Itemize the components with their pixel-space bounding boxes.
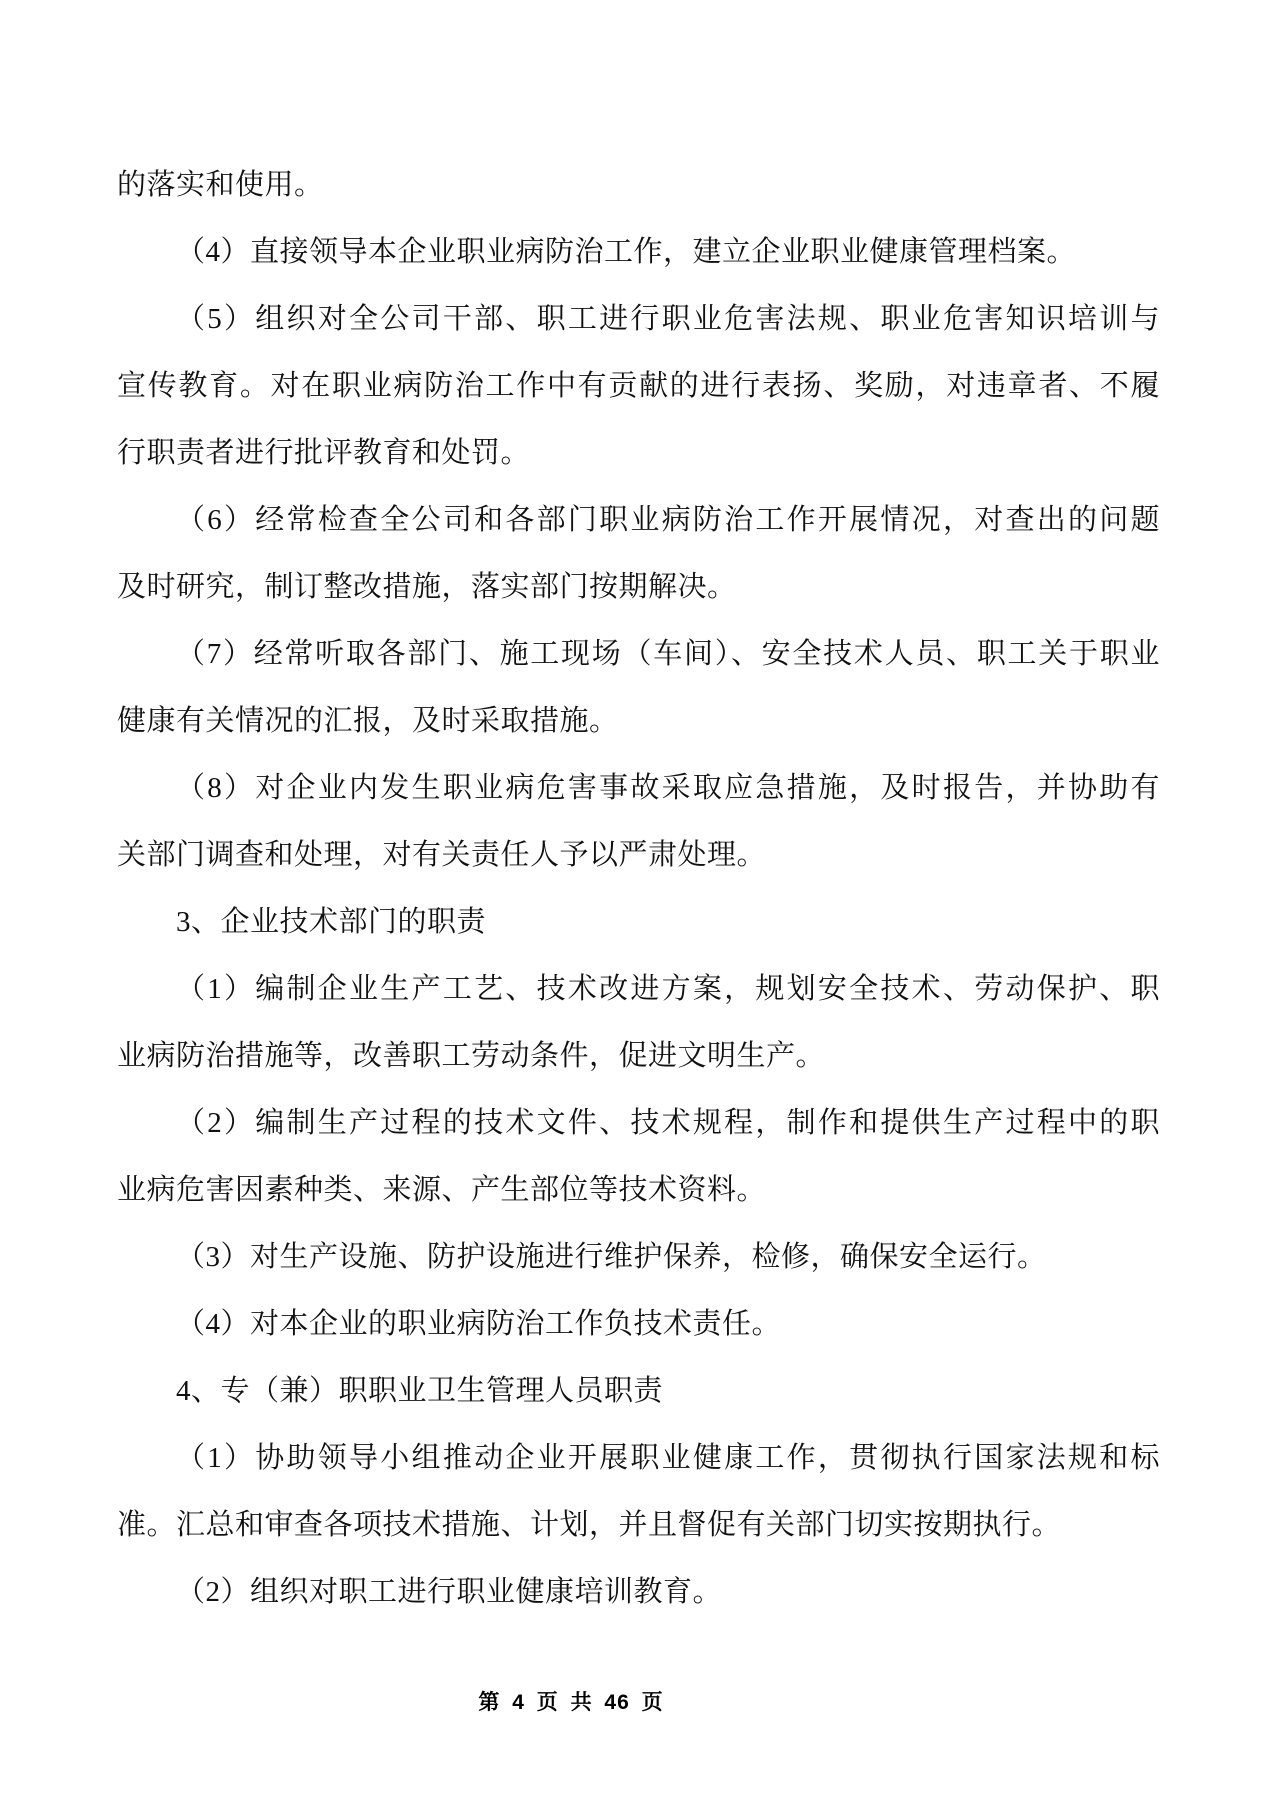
paragraph-8-line-2: 业病防治措施等，改善职工劳动条件，促进文明生产。 [117, 1040, 826, 1072]
paragraph-7-line-1: 3、企业技术部门的职责 [176, 906, 487, 938]
paragraph-9-line-1: （2）编制生产过程的技术文件、技术规程，制作和提供生产过程中的职 [176, 1107, 1160, 1139]
paragraph-6-line-1: （8）对企业内发生职业病危害事故采取应急措施，及时报告，并协助有 [176, 772, 1160, 804]
paragraph-13-line-2: 准。汇总和审查各项技术措施、计划，并且督促有关部门切实按期执行。 [117, 1509, 1062, 1541]
paragraph-3-line-2: 宣传教育。对在职业病防治工作中有贡献的进行表扬、奖励，对违章者、不履 [117, 370, 1160, 402]
body-text [117, 152, 1160, 1626]
paragraph-13-line-1: （1）协助领导小组推动企业开展职业健康工作，贯彻执行国家法规和标 [176, 1442, 1160, 1474]
paragraph-2-line-1: （4）直接领导本企业职业病防治工作，建立企业职业健康管理档案。 [176, 236, 1077, 268]
paragraph-4-line-2: 及时研究，制订整改措施，落实部门按期解决。 [117, 571, 737, 603]
paragraph-5-line-1: （7）经常听取各部门、施工现场（车间）、安全技术人员、职工关于职业 [176, 638, 1160, 670]
paragraph-3-line-3: 行职责者进行批评教育和处罚。 [117, 437, 531, 469]
paragraph-11-line-1: （4）对本企业的职业病防治工作负技术责任。 [176, 1308, 782, 1340]
page-footer [0, 1686, 1142, 1720]
paragraph-12-line-1: 4、专（兼）职职业卫生管理人员职责 [176, 1375, 664, 1407]
paragraph-14-line-1: （2）组织对职工进行职业健康培训教育。 [176, 1576, 723, 1608]
paragraph-5-line-2: 健康有关情况的汇报，及时采取措施。 [117, 705, 619, 737]
paragraph-4-line-1: （6）经常检查全公司和各部门职业病防治工作开展情况，对查出的问题 [176, 504, 1160, 536]
paragraph-1-line-1: 的落实和使用。 [117, 169, 324, 201]
paragraph-9-line-2: 业病危害因素种类、来源、产生部位等技术资料。 [117, 1174, 767, 1206]
paragraph-6-line-2: 关部门调查和处理，对有关责任人予以严肃处理。 [117, 839, 767, 871]
paragraph-3-line-1: （5）组织对全公司干部、职工进行职业危害法规、职业危害知识培训与 [176, 303, 1160, 335]
page-number-label: 第 4 页 共 46 页 [478, 1691, 664, 1714]
paragraph-10-line-1: （3）对生产设施、防护设施进行维护保养，检修，确保安全运行。 [176, 1241, 1047, 1273]
paragraph-8-line-1: （1）编制企业生产工艺、技术改进方案，规划安全技术、劳动保护、职 [176, 973, 1160, 1005]
